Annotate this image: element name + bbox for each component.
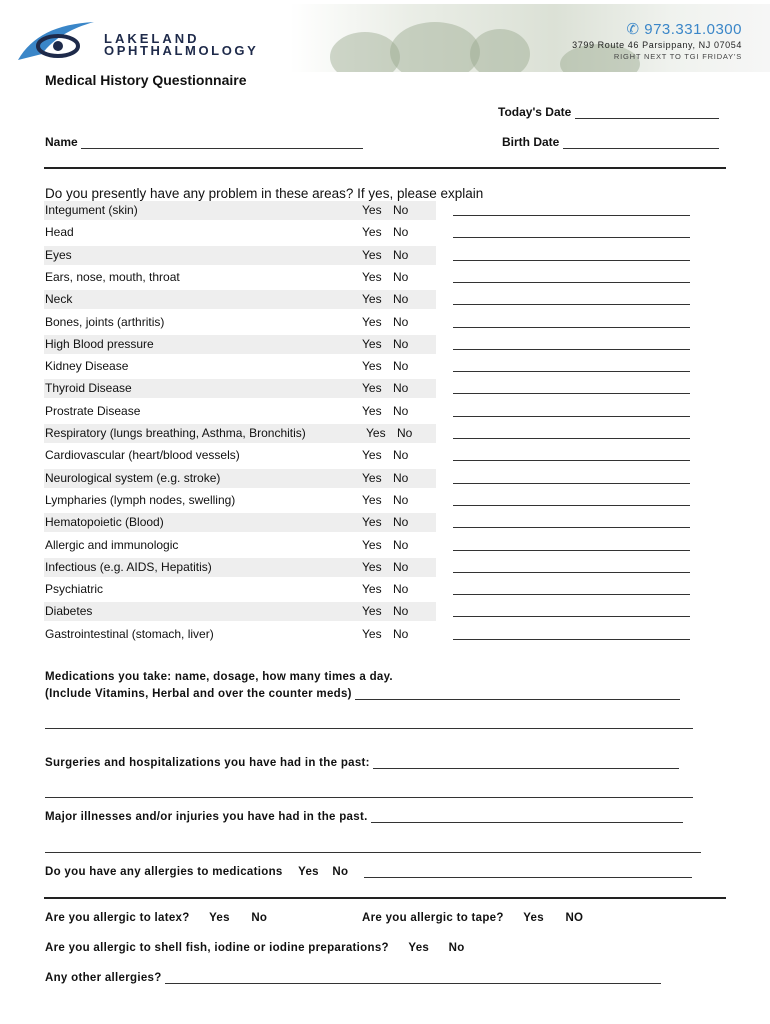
condition-row <box>44 513 436 532</box>
other-allergies-field[interactable] <box>45 972 661 984</box>
condition-label: Kidney Disease <box>45 359 129 373</box>
condition-explain-blank[interactable] <box>453 460 690 461</box>
allergy-section-divider <box>44 897 726 899</box>
condition-no-option[interactable]: No <box>393 515 409 529</box>
condition-explain-blank[interactable] <box>453 349 690 350</box>
major-illnesses-field[interactable] <box>45 811 683 823</box>
condition-no-option[interactable]: No <box>397 426 413 440</box>
condition-yes-option[interactable]: Yes <box>362 627 382 641</box>
condition-row <box>44 469 436 488</box>
condition-explain-blank[interactable] <box>453 260 690 261</box>
condition-explain-blank[interactable] <box>453 416 690 417</box>
condition-no-option[interactable]: No <box>393 493 409 507</box>
medication-allergies-yes[interactable]: Yes <box>298 866 319 878</box>
condition-no-option[interactable]: No <box>393 582 409 596</box>
condition-label: Bones, joints (arthritis) <box>45 315 165 329</box>
condition-label: Neurological system (e.g. stroke) <box>45 471 221 485</box>
condition-label: Gastrointestinal (stomach, liver) <box>45 627 214 641</box>
phone-number: ✆ 973.331.0300 <box>626 21 742 38</box>
condition-row <box>44 491 436 510</box>
medication-allergies-blank[interactable] <box>364 866 692 878</box>
condition-label: Respiratory (lungs breathing, Asthma, Bronchitis) <box>45 426 306 440</box>
condition-yes-option[interactable]: Yes <box>362 270 382 284</box>
condition-explain-blank[interactable] <box>453 505 690 506</box>
condition-yes-option[interactable]: Yes <box>362 538 382 552</box>
medication-allergies-field <box>45 866 692 878</box>
condition-no-option[interactable]: No <box>393 225 409 239</box>
latex-no[interactable]: No <box>251 912 268 924</box>
condition-no-option[interactable]: No <box>393 270 409 284</box>
birth-date-field[interactable] <box>502 135 719 149</box>
condition-yes-option[interactable]: Yes <box>366 426 386 440</box>
condition-row <box>44 602 436 621</box>
other-allergies-blank[interactable] <box>165 972 661 984</box>
eye-logo-icon <box>14 14 98 70</box>
condition-explain-blank[interactable] <box>453 393 690 394</box>
condition-row <box>44 223 436 242</box>
condition-label: Prostrate Disease <box>45 404 141 418</box>
condition-yes-option[interactable]: Yes <box>362 359 382 373</box>
birth-date-blank[interactable] <box>563 137 719 149</box>
condition-label: Cardiovascular (heart/blood vessels) <box>45 448 240 462</box>
todays-date-label: Today's Date <box>498 105 572 119</box>
condition-yes-option[interactable]: Yes <box>362 448 382 462</box>
section-divider <box>44 167 726 169</box>
condition-yes-option[interactable]: Yes <box>362 404 382 418</box>
condition-row <box>44 558 436 577</box>
condition-no-option[interactable]: No <box>393 471 409 485</box>
condition-row <box>44 379 436 398</box>
shellfish-allergy-label: Are you allergic to shell fish, iodine or iodine preparations? <box>45 942 389 954</box>
condition-yes-option[interactable]: Yes <box>362 225 382 239</box>
condition-explain-blank[interactable] <box>453 527 690 528</box>
condition-row <box>44 536 436 555</box>
logo-text-ophthalmology: OPHTHALMOLOGY <box>104 43 259 58</box>
major-illnesses-label: Major illnesses and/or injuries you have had in the past. <box>45 811 368 823</box>
condition-row <box>44 357 436 376</box>
condition-label: Lympharies (lymph nodes, swelling) <box>45 493 236 507</box>
condition-explain-blank[interactable] <box>453 594 690 595</box>
medications-field[interactable] <box>45 688 680 700</box>
condition-row <box>44 402 436 421</box>
condition-yes-option[interactable]: Yes <box>362 315 382 329</box>
condition-no-option[interactable]: No <box>393 604 409 618</box>
form-title: Medical History Questionnaire <box>45 72 247 88</box>
condition-row <box>44 246 436 265</box>
phone-icon: ✆ <box>626 21 645 38</box>
medications-label-line2: (Include Vitamins, Herbal and over the counter meds) <box>45 688 352 700</box>
condition-row <box>44 335 436 354</box>
condition-no-option[interactable]: No <box>393 337 409 351</box>
condition-explain-blank[interactable] <box>453 438 690 439</box>
condition-no-option[interactable]: No <box>393 560 409 574</box>
condition-explain-blank[interactable] <box>453 572 690 573</box>
tape-allergy-field <box>362 912 583 924</box>
condition-row <box>44 313 436 332</box>
condition-no-option[interactable]: No <box>393 359 409 373</box>
condition-yes-option[interactable]: Yes <box>362 292 382 306</box>
condition-label: Hematopoietic (Blood) <box>45 515 164 529</box>
condition-no-option[interactable]: No <box>393 448 409 462</box>
condition-no-option[interactable]: No <box>393 203 409 217</box>
shellfish-yes[interactable]: Yes <box>408 942 430 954</box>
todays-date-blank[interactable] <box>575 107 719 119</box>
condition-row <box>44 625 436 644</box>
condition-explain-blank[interactable] <box>453 483 690 484</box>
condition-explain-blank[interactable] <box>453 304 690 305</box>
condition-yes-option[interactable]: Yes <box>362 337 382 351</box>
latex-allergy-label: Are you allergic to latex? <box>45 912 190 924</box>
surgeries-field[interactable] <box>45 757 679 769</box>
condition-label: Integument (skin) <box>45 203 138 217</box>
condition-yes-option[interactable]: Yes <box>362 560 382 574</box>
address: 3799 Route 46 Parsippany, NJ 07054 <box>572 40 742 50</box>
condition-no-option[interactable]: No <box>393 404 409 418</box>
condition-yes-option[interactable]: Yes <box>362 471 382 485</box>
condition-label: High Blood pressure <box>45 337 154 351</box>
tree-decoration <box>470 29 530 72</box>
condition-explain-blank[interactable] <box>453 550 690 551</box>
condition-explain-blank[interactable] <box>453 616 690 617</box>
surgeries-blank[interactable] <box>373 757 679 769</box>
logo-text-lakeland: LAKELAND <box>104 31 200 46</box>
condition-explain-blank[interactable] <box>453 327 690 328</box>
condition-row <box>44 290 436 309</box>
condition-row <box>44 580 436 599</box>
major-illnesses-blank[interactable] <box>371 811 683 823</box>
tape-yes[interactable]: Yes <box>523 912 544 924</box>
condition-explain-blank[interactable] <box>453 371 690 372</box>
condition-no-option[interactable]: No <box>393 248 409 262</box>
name-blank[interactable] <box>81 137 363 149</box>
header-banner <box>0 4 770 72</box>
condition-explain-blank[interactable] <box>453 215 690 216</box>
surgeries-label: Surgeries and hospitalizations you have had in the past: <box>45 757 370 769</box>
address-note: RIGHT NEXT TO TGI FRIDAY'S <box>613 52 742 61</box>
condition-no-option[interactable]: No <box>393 381 409 395</box>
latex-allergy-field <box>45 912 267 924</box>
condition-yes-option[interactable]: Yes <box>362 203 382 217</box>
major-illnesses-blank-line2[interactable] <box>45 852 701 853</box>
shellfish-no[interactable]: No <box>448 942 465 954</box>
condition-label: Head <box>45 225 74 239</box>
condition-yes-option[interactable]: Yes <box>362 582 382 596</box>
condition-row <box>44 446 436 465</box>
tape-allergy-label: Are you allergic to tape? <box>362 912 504 924</box>
condition-label: Diabetes <box>45 604 93 618</box>
condition-label: Psychiatric <box>45 582 104 596</box>
latex-yes[interactable]: Yes <box>209 912 230 924</box>
condition-label: Ears, nose, mouth, throat <box>45 270 180 284</box>
condition-yes-option[interactable]: Yes <box>362 248 382 262</box>
medication-allergies-label: Do you have any allergies to medications <box>45 866 283 878</box>
condition-label: Eyes <box>45 248 72 262</box>
condition-explain-blank[interactable] <box>453 639 690 640</box>
condition-label: Infectious (e.g. AIDS, Hepatitis) <box>45 560 212 574</box>
problem-areas-question: Do you presently have any problem in these areas? If yes, please explain <box>45 186 484 201</box>
birth-date-label: Birth Date <box>502 135 560 149</box>
condition-row <box>44 268 436 287</box>
medication-allergies-no[interactable]: No <box>332 866 349 878</box>
condition-row <box>44 201 436 220</box>
condition-yes-option[interactable]: Yes <box>362 493 382 507</box>
medications-blank[interactable] <box>355 688 680 700</box>
condition-explain-blank[interactable] <box>453 282 690 283</box>
medications-blank-line2[interactable] <box>45 728 693 729</box>
condition-label: Neck <box>45 292 73 306</box>
condition-no-option[interactable]: No <box>393 315 409 329</box>
condition-label: Allergic and immunologic <box>45 538 179 552</box>
condition-row <box>44 424 436 443</box>
tape-no[interactable]: NO <box>565 912 584 924</box>
condition-no-option[interactable]: No <box>393 627 409 641</box>
medications-label-line1: Medications you take: name, dosage, how many times a day. <box>45 671 393 683</box>
shellfish-allergy-field <box>45 942 465 954</box>
name-field[interactable] <box>45 135 363 149</box>
other-allergies-label: Any other allergies? <box>45 972 162 984</box>
todays-date-field[interactable] <box>498 105 719 119</box>
condition-label: Thyroid Disease <box>45 381 132 395</box>
surgeries-blank-line2[interactable] <box>45 797 693 798</box>
condition-no-option[interactable]: No <box>393 292 409 306</box>
name-label: Name <box>45 135 78 149</box>
condition-explain-blank[interactable] <box>453 237 690 238</box>
condition-yes-option[interactable]: Yes <box>362 381 382 395</box>
condition-yes-option[interactable]: Yes <box>362 515 382 529</box>
condition-yes-option[interactable]: Yes <box>362 604 382 618</box>
condition-no-option[interactable]: No <box>393 538 409 552</box>
